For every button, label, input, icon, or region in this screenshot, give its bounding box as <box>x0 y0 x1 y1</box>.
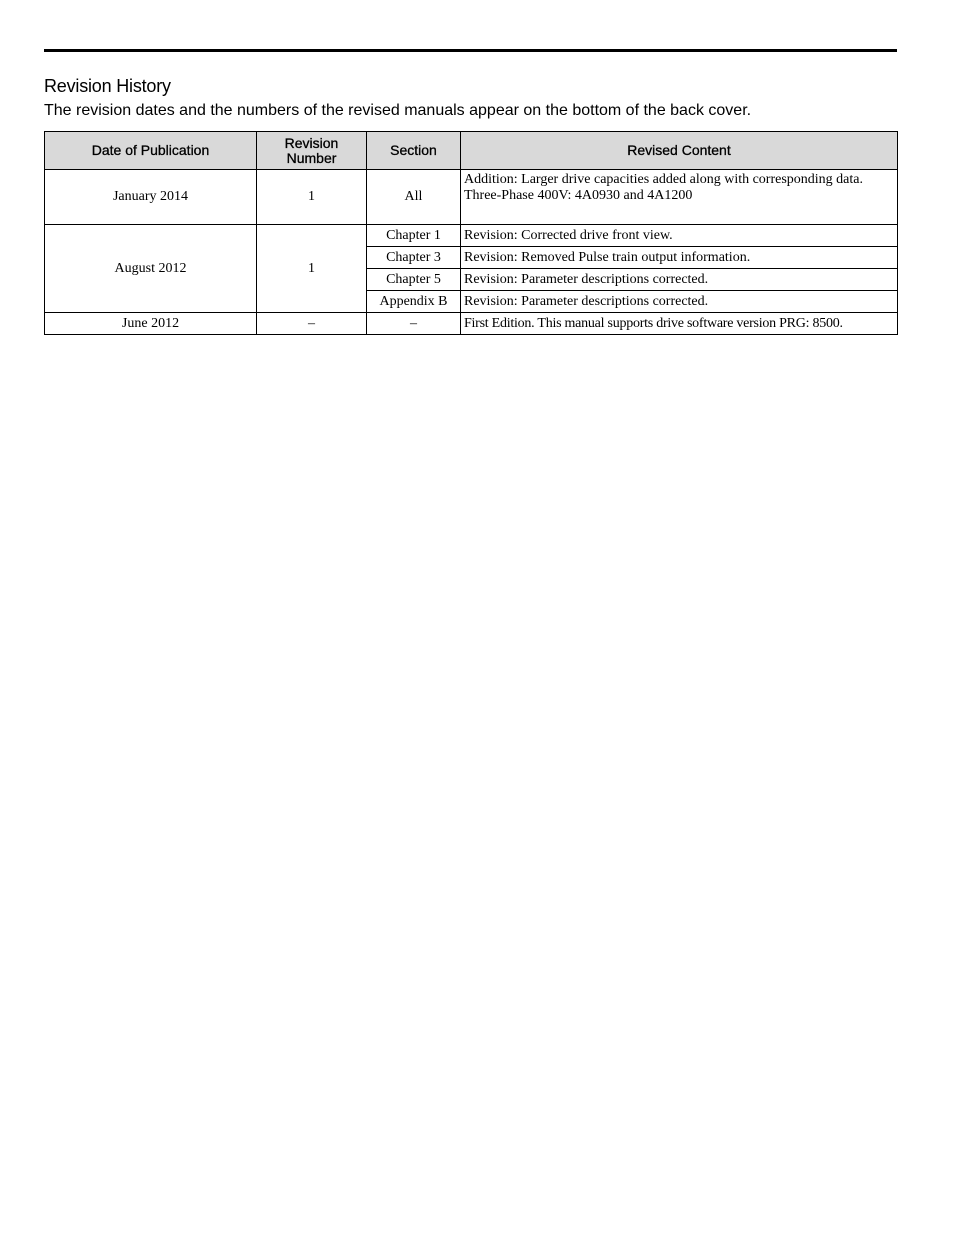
section-cell: Chapter 3 <box>367 247 461 269</box>
content-cell: Revision: Parameter descriptions corrected. <box>461 269 898 291</box>
top-rule <box>44 49 897 52</box>
revision-cell: – <box>257 313 367 335</box>
date-cell: January 2014 <box>45 170 257 225</box>
content-cell: Revision: Corrected drive front view. <box>461 225 898 247</box>
header-revision <box>257 132 367 170</box>
content-line: Addition: Larger drive capacities added along with corresponding data. <box>464 172 863 187</box>
header-revision-line2: Number <box>286 149 337 166</box>
section-cell: Appendix B <box>367 291 461 313</box>
page-title: Revision History <box>44 76 171 96</box>
section-cell: – <box>367 313 461 335</box>
table-row <box>45 170 898 225</box>
content-cell: Revision: Removed Pulse train output information. <box>461 247 898 269</box>
content-cell <box>461 170 898 225</box>
date-cell: June 2012 <box>45 313 257 335</box>
content-cell: First Edition. This manual supports drive software version PRG: 8500. <box>461 313 898 335</box>
table-row <box>45 225 898 247</box>
date-cell: August 2012 <box>45 225 257 313</box>
section-cell: Chapter 5 <box>367 269 461 291</box>
header-section: Section <box>367 132 461 170</box>
table-row <box>45 313 898 335</box>
content-line: Three-Phase 400V: 4A0930 and 4A1200 <box>464 188 693 203</box>
section-cell: Chapter 1 <box>367 225 461 247</box>
content-cell: Revision: Parameter descriptions corrected. <box>461 291 898 313</box>
table-header-row <box>45 132 898 170</box>
revision-cell: 1 <box>257 225 367 313</box>
revision-table <box>44 131 898 335</box>
revision-cell: 1 <box>257 170 367 225</box>
section-cell: All <box>367 170 461 225</box>
header-revision-line1: Revision <box>284 134 339 151</box>
intro-text: The revision dates and the numbers of the revised manuals appear on the bottom of the back cover. <box>44 102 752 119</box>
header-date: Date of Publication <box>45 132 257 170</box>
header-content: Revised Content <box>461 132 898 170</box>
